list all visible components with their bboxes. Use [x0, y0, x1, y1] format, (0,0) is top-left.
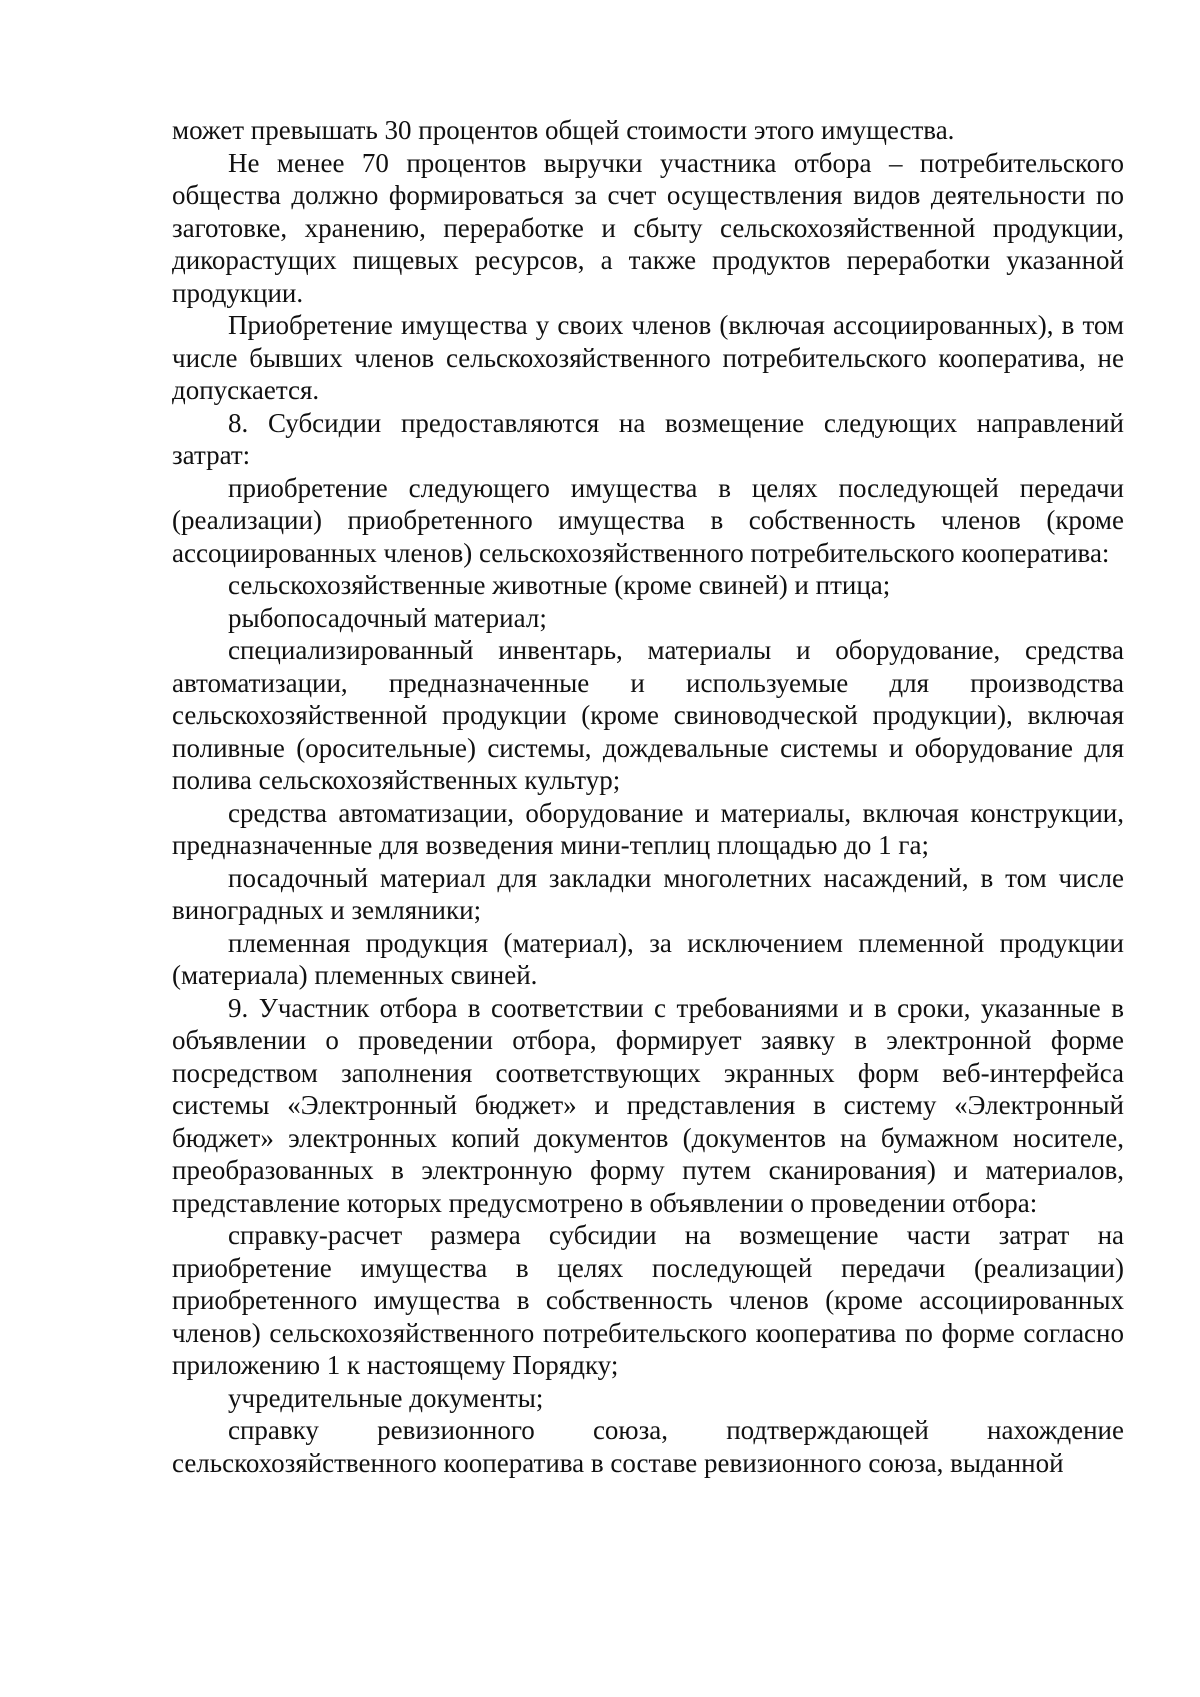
list-item-fish-stock: рыбопосадочный материал; [228, 602, 547, 633]
document-page [172, 114, 1124, 1479]
list-item-equipment: специализированный инвентарь, материалы и оборудование, средства автоматизации, предназначенные и используемые для производства сельскохозяйственной продукции (кроме свиноводческой продукции), включая поливные (оросительные) системы, дождевальные системы и оборудование для полива сельскохозяйственных культур; [172, 635, 1124, 795]
list-item-livestock: сельскохозяйственные животные (кроме свиней) и птица; [228, 570, 891, 600]
list-item-breeding-products: племенная продукция (материал), за исключением племенной продукции (материала) племенных свиней. [172, 927, 1124, 990]
list-item-audit-union-certificate: справку ревизионного союза, подтверждающей нахождение сельскохозяйственного кооператива в составе ревизионного союза, выданной [172, 1415, 1124, 1478]
paragraph-revenue-requirement: Не менее 70 процентов выручки участника отбора – потребительского общества должно формироваться за счет осуществления видов деятельности по заготовке, хранению, переработке и сбыту сельскохозяйственной продукции, дикорастущих пищевых ресурсов, а также продуктов переработки указанной продукции. [172, 147, 1124, 308]
list-item-greenhouses: средства автоматизации, оборудование и материалы, включая конструкции, предназначенные для возведения мини-теплиц площадью до 1 га; [172, 797, 1124, 860]
paragraph-continuation: может превышать 30 процентов общей стоимости этого имущества. [172, 115, 955, 145]
list-item-founding-documents: учредительные документы; [228, 1382, 544, 1413]
paragraph-member-purchase-restriction: Приобретение имущества у своих членов (включая ассоциированных), в том числе бывших членов сельскохозяйственного потребительского кооператива, не допускается. [172, 310, 1124, 405]
paragraph-acquisition: приобретение следующего имущества в целях последующей передачи (реализации) приобретенного имущества в собственность членов (кроме ассоциированных членов) сельскохозяйственного потребительского кооператива: [172, 472, 1124, 568]
list-item-planting-material: посадочный материал для закладки многолетних насаждений, в том числе виноградных и земляники; [172, 862, 1124, 925]
paragraph-item-9: 9. Участник отбора в соответствии с требованиями и в сроки, указанные в объявлении о проведении отбора, формирует заявку в электронной форме посредством заполнения соответствующих экранных форм веб-интерфейса системы «Электронный бюджет» и представления в систему «Электронный бюджет» электронных копий документов (документов на бумажном носителе, преобразованных в электронную форму путем сканирования) и материалов, представление которых предусмотрено в объявлении о проведении отбора: [172, 992, 1124, 1218]
paragraph-item-8: 8. Субсидии предоставляются на возмещение следующих направлений затрат: [172, 407, 1124, 470]
list-item-calculation-certificate: справку-расчет размера субсидии на возмещение части затрат на приобретение имущества в целях последующей передачи (реализации) приобретенного имущества в собственность членов (кроме ассоциированных членов) сельскохозяйственного потребительского кооператива по форме согласно приложению 1 к настоящему Порядку; [172, 1220, 1124, 1380]
